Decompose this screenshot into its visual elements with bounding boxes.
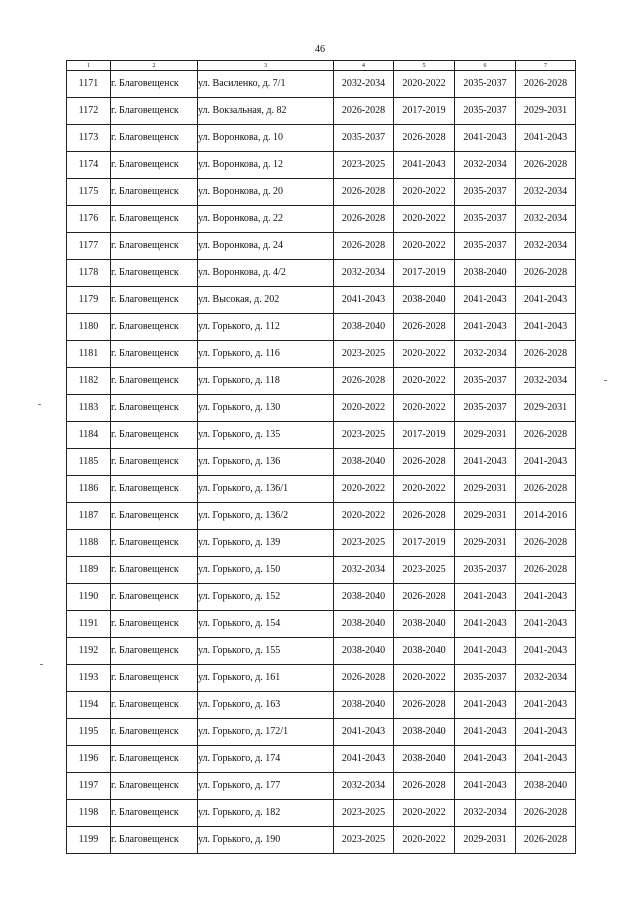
period-4-cell: 2041-2043 bbox=[516, 638, 576, 665]
period-2-cell: 2020-2022 bbox=[394, 368, 455, 395]
street-address-cell: ул. Горького, д. 139 bbox=[198, 530, 334, 557]
period-1-cell: 2032-2034 bbox=[334, 557, 394, 584]
period-2-cell: 2041-2043 bbox=[394, 152, 455, 179]
period-2-cell: 2038-2040 bbox=[394, 287, 455, 314]
city-cell: г. Благовещенск bbox=[111, 449, 198, 476]
street-address-cell: ул. Горького, д. 130 bbox=[198, 395, 334, 422]
period-2-cell: 2020-2022 bbox=[394, 206, 455, 233]
table-row bbox=[67, 206, 576, 233]
city-cell: г. Благовещенск bbox=[111, 341, 198, 368]
city-cell: г. Благовещенск bbox=[111, 827, 198, 854]
table-row bbox=[67, 611, 576, 638]
street-address-cell: ул. Воронкова, д. 20 bbox=[198, 179, 334, 206]
period-2-cell: 2017-2019 bbox=[394, 422, 455, 449]
period-4-cell: 2026-2028 bbox=[516, 476, 576, 503]
period-1-cell: 2023-2025 bbox=[334, 152, 394, 179]
period-1-cell: 2038-2040 bbox=[334, 692, 394, 719]
street-address-cell: ул. Горького, д. 174 bbox=[198, 746, 334, 773]
street-address-cell: ул. Воронкова, д. 22 bbox=[198, 206, 334, 233]
period-3-cell: 2035-2037 bbox=[455, 395, 516, 422]
period-4-cell: 2026-2028 bbox=[516, 260, 576, 287]
period-1-cell: 2026-2028 bbox=[334, 206, 394, 233]
table-row bbox=[67, 827, 576, 854]
table-row bbox=[67, 314, 576, 341]
table-row bbox=[67, 71, 576, 98]
street-address-cell: ул. Воронкова, д. 12 bbox=[198, 152, 334, 179]
street-address-cell: ул. Горького, д. 182 bbox=[198, 800, 334, 827]
period-4-cell: 2029-2031 bbox=[516, 98, 576, 125]
table-row bbox=[67, 152, 576, 179]
table-row bbox=[67, 98, 576, 125]
period-1-cell: 2023-2025 bbox=[334, 530, 394, 557]
period-2-cell: 2026-2028 bbox=[394, 125, 455, 152]
row-number-cell: 1195 bbox=[67, 719, 111, 746]
period-2-cell: 2038-2040 bbox=[394, 719, 455, 746]
period-4-cell: 2032-2034 bbox=[516, 665, 576, 692]
period-2-cell: 2020-2022 bbox=[394, 71, 455, 98]
row-number-cell: 1175 bbox=[67, 179, 111, 206]
row-number-cell: 1172 bbox=[67, 98, 111, 125]
period-4-cell: 2026-2028 bbox=[516, 422, 576, 449]
street-address-cell: ул. Воронкова, д. 4/2 bbox=[198, 260, 334, 287]
city-cell: г. Благовещенск bbox=[111, 395, 198, 422]
period-1-cell: 2035-2037 bbox=[334, 125, 394, 152]
period-1-cell: 2020-2022 bbox=[334, 503, 394, 530]
row-number-cell: 1193 bbox=[67, 665, 111, 692]
city-cell: г. Благовещенск bbox=[111, 206, 198, 233]
row-number-cell: 1183 bbox=[67, 395, 111, 422]
period-2-cell: 2017-2019 bbox=[394, 260, 455, 287]
column-number-4: 4 bbox=[334, 61, 394, 71]
period-1-cell: 2038-2040 bbox=[334, 611, 394, 638]
row-number-cell: 1179 bbox=[67, 287, 111, 314]
city-cell: г. Благовещенск bbox=[111, 287, 198, 314]
period-1-cell: 2038-2040 bbox=[334, 314, 394, 341]
scan-speck bbox=[40, 664, 43, 665]
period-2-cell: 2038-2040 bbox=[394, 746, 455, 773]
scan-speck bbox=[604, 380, 607, 381]
period-3-cell: 2029-2031 bbox=[455, 530, 516, 557]
street-address-cell: ул. Высокая, д. 202 bbox=[198, 287, 334, 314]
period-1-cell: 2026-2028 bbox=[334, 98, 394, 125]
period-3-cell: 2041-2043 bbox=[455, 773, 516, 800]
city-cell: г. Благовещенск bbox=[111, 125, 198, 152]
period-4-cell: 2026-2028 bbox=[516, 557, 576, 584]
period-4-cell: 2026-2028 bbox=[516, 800, 576, 827]
city-cell: г. Благовещенск bbox=[111, 719, 198, 746]
period-2-cell: 2020-2022 bbox=[394, 233, 455, 260]
table-row bbox=[67, 557, 576, 584]
period-2-cell: 2026-2028 bbox=[394, 584, 455, 611]
city-cell: г. Благовещенск bbox=[111, 503, 198, 530]
period-2-cell: 2038-2040 bbox=[394, 638, 455, 665]
city-cell: г. Благовещенск bbox=[111, 476, 198, 503]
table-row bbox=[67, 530, 576, 557]
row-number-cell: 1174 bbox=[67, 152, 111, 179]
period-3-cell: 2041-2043 bbox=[455, 692, 516, 719]
row-number-cell: 1177 bbox=[67, 233, 111, 260]
period-1-cell: 2032-2034 bbox=[334, 71, 394, 98]
period-1-cell: 2023-2025 bbox=[334, 422, 394, 449]
city-cell: г. Благовещенск bbox=[111, 71, 198, 98]
period-2-cell: 2026-2028 bbox=[394, 449, 455, 476]
period-4-cell: 2041-2043 bbox=[516, 125, 576, 152]
city-cell: г. Благовещенск bbox=[111, 638, 198, 665]
period-4-cell: 2041-2043 bbox=[516, 611, 576, 638]
row-number-cell: 1191 bbox=[67, 611, 111, 638]
table-row bbox=[67, 665, 576, 692]
period-2-cell: 2020-2022 bbox=[394, 395, 455, 422]
street-address-cell: ул. Горького, д. 155 bbox=[198, 638, 334, 665]
table-row bbox=[67, 719, 576, 746]
period-4-cell: 2041-2043 bbox=[516, 692, 576, 719]
street-address-cell: ул. Вокзальная, д. 82 bbox=[198, 98, 334, 125]
period-4-cell: 2014-2016 bbox=[516, 503, 576, 530]
street-address-cell: ул. Воронкова, д. 10 bbox=[198, 125, 334, 152]
period-3-cell: 2041-2043 bbox=[455, 638, 516, 665]
period-2-cell: 2020-2022 bbox=[394, 665, 455, 692]
period-2-cell: 2017-2019 bbox=[394, 98, 455, 125]
city-cell: г. Благовещенск bbox=[111, 800, 198, 827]
period-1-cell: 2026-2028 bbox=[334, 665, 394, 692]
row-number-cell: 1176 bbox=[67, 206, 111, 233]
period-3-cell: 2032-2034 bbox=[455, 800, 516, 827]
street-address-cell: ул. Горького, д. 136/2 bbox=[198, 503, 334, 530]
period-3-cell: 2029-2031 bbox=[455, 422, 516, 449]
street-address-cell: ул. Горького, д. 150 bbox=[198, 557, 334, 584]
street-address-cell: ул. Горького, д. 116 bbox=[198, 341, 334, 368]
row-number-cell: 1181 bbox=[67, 341, 111, 368]
row-number-cell: 1184 bbox=[67, 422, 111, 449]
table-row bbox=[67, 746, 576, 773]
period-4-cell: 2032-2034 bbox=[516, 179, 576, 206]
period-3-cell: 2035-2037 bbox=[455, 71, 516, 98]
period-3-cell: 2035-2037 bbox=[455, 665, 516, 692]
period-1-cell: 2023-2025 bbox=[334, 827, 394, 854]
period-3-cell: 2038-2040 bbox=[455, 260, 516, 287]
period-3-cell: 2041-2043 bbox=[455, 287, 516, 314]
period-1-cell: 2026-2028 bbox=[334, 233, 394, 260]
row-number-cell: 1198 bbox=[67, 800, 111, 827]
period-1-cell: 2032-2034 bbox=[334, 260, 394, 287]
table-row bbox=[67, 692, 576, 719]
period-4-cell: 2041-2043 bbox=[516, 584, 576, 611]
column-number-7: 7 bbox=[516, 61, 576, 71]
table-row bbox=[67, 287, 576, 314]
period-2-cell: 2017-2019 bbox=[394, 530, 455, 557]
period-3-cell: 2035-2037 bbox=[455, 206, 516, 233]
period-4-cell: 2032-2034 bbox=[516, 368, 576, 395]
row-number-cell: 1186 bbox=[67, 476, 111, 503]
period-1-cell: 2032-2034 bbox=[334, 773, 394, 800]
city-cell: г. Благовещенск bbox=[111, 422, 198, 449]
row-number-cell: 1180 bbox=[67, 314, 111, 341]
city-cell: г. Благовещенск bbox=[111, 692, 198, 719]
period-2-cell: 2026-2028 bbox=[394, 773, 455, 800]
period-1-cell: 2020-2022 bbox=[334, 395, 394, 422]
street-address-cell: ул. Горького, д. 152 bbox=[198, 584, 334, 611]
city-cell: г. Благовещенск bbox=[111, 233, 198, 260]
period-3-cell: 2035-2037 bbox=[455, 179, 516, 206]
row-number-cell: 1189 bbox=[67, 557, 111, 584]
period-3-cell: 2035-2037 bbox=[455, 557, 516, 584]
street-address-cell: ул. Горького, д. 112 bbox=[198, 314, 334, 341]
row-number-cell: 1190 bbox=[67, 584, 111, 611]
period-3-cell: 2041-2043 bbox=[455, 719, 516, 746]
period-1-cell: 2041-2043 bbox=[334, 719, 394, 746]
period-4-cell: 2026-2028 bbox=[516, 341, 576, 368]
row-number-cell: 1171 bbox=[67, 71, 111, 98]
period-1-cell: 2038-2040 bbox=[334, 584, 394, 611]
period-4-cell: 2026-2028 bbox=[516, 827, 576, 854]
period-2-cell: 2026-2028 bbox=[394, 503, 455, 530]
city-cell: г. Благовещенск bbox=[111, 584, 198, 611]
column-number-3: 3 bbox=[198, 61, 334, 71]
period-4-cell: 2032-2034 bbox=[516, 233, 576, 260]
period-4-cell: 2041-2043 bbox=[516, 719, 576, 746]
row-number-cell: 1194 bbox=[67, 692, 111, 719]
row-number-cell: 1178 bbox=[67, 260, 111, 287]
period-4-cell: 2041-2043 bbox=[516, 449, 576, 476]
row-number-cell: 1196 bbox=[67, 746, 111, 773]
table-row bbox=[67, 260, 576, 287]
street-address-cell: ул. Горького, д. 136 bbox=[198, 449, 334, 476]
street-address-cell: ул. Горького, д. 154 bbox=[198, 611, 334, 638]
scan-speck bbox=[38, 404, 41, 405]
row-number-cell: 1192 bbox=[67, 638, 111, 665]
period-2-cell: 2020-2022 bbox=[394, 341, 455, 368]
row-number-cell: 1197 bbox=[67, 773, 111, 800]
housing-registry-table bbox=[66, 60, 576, 854]
table-row bbox=[67, 179, 576, 206]
table-row bbox=[67, 584, 576, 611]
period-1-cell: 2038-2040 bbox=[334, 638, 394, 665]
city-cell: г. Благовещенск bbox=[111, 746, 198, 773]
period-3-cell: 2032-2034 bbox=[455, 152, 516, 179]
period-3-cell: 2029-2031 bbox=[455, 476, 516, 503]
city-cell: г. Благовещенск bbox=[111, 530, 198, 557]
period-4-cell: 2041-2043 bbox=[516, 746, 576, 773]
period-1-cell: 2026-2028 bbox=[334, 179, 394, 206]
period-3-cell: 2035-2037 bbox=[455, 233, 516, 260]
column-number-1: 1 bbox=[67, 61, 111, 71]
city-cell: г. Благовещенск bbox=[111, 665, 198, 692]
column-number-row bbox=[67, 61, 576, 71]
table-row bbox=[67, 341, 576, 368]
period-3-cell: 2041-2043 bbox=[455, 584, 516, 611]
period-2-cell: 2020-2022 bbox=[394, 476, 455, 503]
period-1-cell: 2023-2025 bbox=[334, 341, 394, 368]
period-1-cell: 2041-2043 bbox=[334, 746, 394, 773]
column-number-2: 2 bbox=[111, 61, 198, 71]
table-row bbox=[67, 395, 576, 422]
period-3-cell: 2035-2037 bbox=[455, 368, 516, 395]
period-3-cell: 2041-2043 bbox=[455, 611, 516, 638]
row-number-cell: 1188 bbox=[67, 530, 111, 557]
period-2-cell: 2020-2022 bbox=[394, 827, 455, 854]
row-number-cell: 1182 bbox=[67, 368, 111, 395]
city-cell: г. Благовещенск bbox=[111, 773, 198, 800]
period-4-cell: 2029-2031 bbox=[516, 395, 576, 422]
row-number-cell: 1199 bbox=[67, 827, 111, 854]
city-cell: г. Благовещенск bbox=[111, 368, 198, 395]
street-address-cell: ул. Горького, д. 118 bbox=[198, 368, 334, 395]
period-2-cell: 2026-2028 bbox=[394, 314, 455, 341]
row-number-cell: 1185 bbox=[67, 449, 111, 476]
street-address-cell: ул. Горького, д. 190 bbox=[198, 827, 334, 854]
city-cell: г. Благовещенск bbox=[111, 152, 198, 179]
table-row bbox=[67, 422, 576, 449]
street-address-cell: ул. Горького, д. 161 bbox=[198, 665, 334, 692]
period-4-cell: 2026-2028 bbox=[516, 71, 576, 98]
period-4-cell: 2026-2028 bbox=[516, 152, 576, 179]
period-2-cell: 2026-2028 bbox=[394, 692, 455, 719]
street-address-cell: ул. Горького, д. 163 bbox=[198, 692, 334, 719]
table-row bbox=[67, 800, 576, 827]
city-cell: г. Благовещенск bbox=[111, 557, 198, 584]
period-2-cell: 2023-2025 bbox=[394, 557, 455, 584]
city-cell: г. Благовещенск bbox=[111, 98, 198, 125]
period-2-cell: 2020-2022 bbox=[394, 179, 455, 206]
street-address-cell: ул. Горького, д. 136/1 bbox=[198, 476, 334, 503]
period-3-cell: 2029-2031 bbox=[455, 503, 516, 530]
column-number-5: 5 bbox=[394, 61, 455, 71]
table-body bbox=[67, 71, 576, 854]
table-row bbox=[67, 638, 576, 665]
street-address-cell: ул. Горького, д. 177 bbox=[198, 773, 334, 800]
period-3-cell: 2032-2034 bbox=[455, 341, 516, 368]
table-row bbox=[67, 368, 576, 395]
column-number-6: 6 bbox=[455, 61, 516, 71]
city-cell: г. Благовещенск bbox=[111, 260, 198, 287]
table-row bbox=[67, 125, 576, 152]
table-row bbox=[67, 233, 576, 260]
table-row bbox=[67, 476, 576, 503]
period-3-cell: 2041-2043 bbox=[455, 449, 516, 476]
street-address-cell: ул. Горького, д. 135 bbox=[198, 422, 334, 449]
period-1-cell: 2041-2043 bbox=[334, 287, 394, 314]
period-1-cell: 2026-2028 bbox=[334, 368, 394, 395]
period-3-cell: 2029-2031 bbox=[455, 827, 516, 854]
table-row bbox=[67, 503, 576, 530]
period-3-cell: 2041-2043 bbox=[455, 314, 516, 341]
period-2-cell: 2038-2040 bbox=[394, 611, 455, 638]
row-number-cell: 1173 bbox=[67, 125, 111, 152]
period-1-cell: 2038-2040 bbox=[334, 449, 394, 476]
period-1-cell: 2020-2022 bbox=[334, 476, 394, 503]
period-3-cell: 2041-2043 bbox=[455, 746, 516, 773]
row-number-cell: 1187 bbox=[67, 503, 111, 530]
period-4-cell: 2038-2040 bbox=[516, 773, 576, 800]
street-address-cell: ул. Горького, д. 172/1 bbox=[198, 719, 334, 746]
period-4-cell: 2041-2043 bbox=[516, 287, 576, 314]
period-4-cell: 2041-2043 bbox=[516, 314, 576, 341]
period-4-cell: 2032-2034 bbox=[516, 206, 576, 233]
street-address-cell: ул. Воронкова, д. 24 bbox=[198, 233, 334, 260]
city-cell: г. Благовещенск bbox=[111, 611, 198, 638]
table-row bbox=[67, 773, 576, 800]
page-number: 46 bbox=[315, 44, 325, 55]
city-cell: г. Благовещенск bbox=[111, 314, 198, 341]
period-3-cell: 2035-2037 bbox=[455, 98, 516, 125]
table-row bbox=[67, 449, 576, 476]
period-3-cell: 2041-2043 bbox=[455, 125, 516, 152]
street-address-cell: ул. Василенко, д. 7/1 bbox=[198, 71, 334, 98]
period-2-cell: 2020-2022 bbox=[394, 800, 455, 827]
period-1-cell: 2023-2025 bbox=[334, 800, 394, 827]
city-cell: г. Благовещенск bbox=[111, 179, 198, 206]
period-4-cell: 2026-2028 bbox=[516, 530, 576, 557]
